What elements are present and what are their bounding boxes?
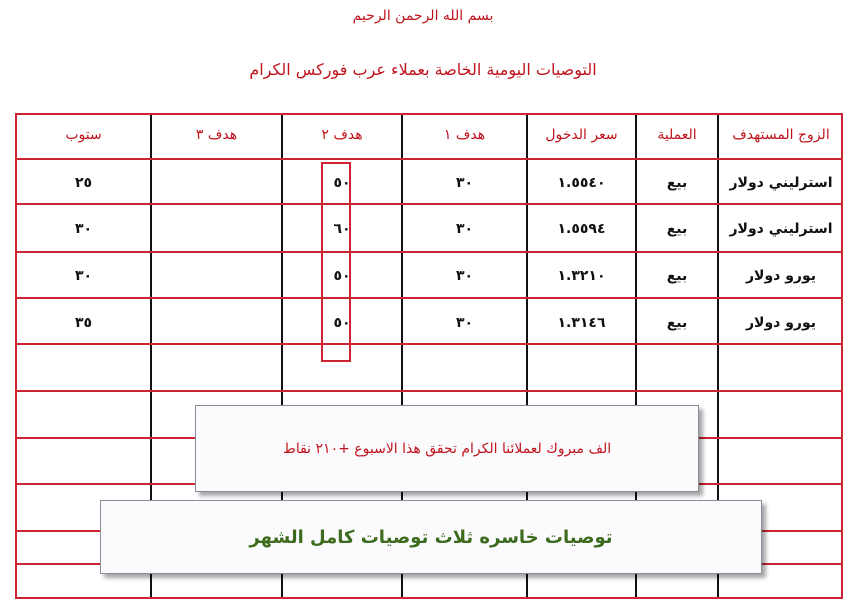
table-cell-stop: ٢٥	[74, 175, 93, 191]
losses-note-box	[100, 500, 762, 574]
table-cell-target-2: ٥٠	[333, 268, 351, 284]
table-cell-target-3	[152, 258, 281, 294]
table-cell-target-3	[152, 211, 281, 247]
page-subtitle: التوصيات اليومية الخاصة بعملاء عرب فوركس الكرام	[249, 60, 597, 79]
column-header-target-3: هدف ٣	[195, 127, 238, 143]
column-header-stop: ستوب	[65, 127, 102, 143]
table-cell-operation: بيع	[666, 268, 688, 284]
table-cell-target-1: ٣٠	[455, 175, 474, 191]
row-divider	[17, 158, 841, 160]
table-cell-target-3	[152, 165, 281, 201]
bismillah-heading: بسم الله الرحمن الرحيم	[352, 8, 494, 24]
table-cell-target-1: ٣٠	[455, 221, 474, 237]
row-divider	[17, 343, 841, 345]
row-divider	[17, 203, 841, 205]
column-header-target-2: هدف ٢	[321, 127, 363, 143]
table-cell-target-2: ٦٠	[333, 221, 351, 237]
column-header-operation: العملية	[657, 127, 697, 143]
table-cell-entry-price: ١.٣١٤٦	[557, 315, 606, 331]
row-divider	[17, 390, 841, 392]
table-cell-target-2: ٥٠	[333, 175, 351, 191]
table-cell-pair: استرليني دولار	[729, 221, 833, 237]
table-cell-stop: ٣٥	[74, 315, 93, 331]
table-cell-target-3	[152, 305, 281, 341]
table-cell-operation: بيع	[666, 221, 688, 237]
row-divider	[17, 251, 841, 253]
table-cell-pair: استرليني دولار	[729, 175, 833, 191]
table-cell-target-2: ٥٠	[333, 315, 351, 331]
table-cell-target-1: ٣٠	[455, 268, 474, 284]
table-cell-pair: يورو دولار	[745, 315, 817, 331]
table-cell-entry-price: ١.٣٢١٠	[557, 268, 606, 284]
congrats-note-box	[195, 405, 699, 492]
table-cell-operation: بيع	[666, 315, 688, 331]
table-cell-entry-price: ١.٥٥٩٤	[557, 221, 606, 237]
table-cell-operation: بيع	[666, 175, 688, 191]
table-cell-entry-price: ١.٥٥٤٠	[557, 175, 606, 191]
congrats-note-text: الف مبروك لعملائنا الكرام تحقق هذا الاسبوع +٢١٠ نقاط	[282, 440, 612, 457]
table-cell-stop: ٣٠	[74, 268, 93, 284]
column-header-entry-price: سعر الدخول	[545, 127, 618, 143]
losses-note-text: توصيات خاسره ثلاث توصيات كامل الشهر	[249, 526, 613, 548]
target-2-highlight	[321, 162, 351, 362]
table-cell-target-1: ٣٠	[455, 315, 474, 331]
table-cell-pair: يورو دولار	[745, 268, 817, 284]
column-header-target-1: هدف ١	[443, 127, 486, 143]
column-header-pair: الزوج المستهدف	[732, 127, 830, 143]
row-divider	[17, 297, 841, 299]
table-cell-stop: ٣٠	[74, 221, 93, 237]
